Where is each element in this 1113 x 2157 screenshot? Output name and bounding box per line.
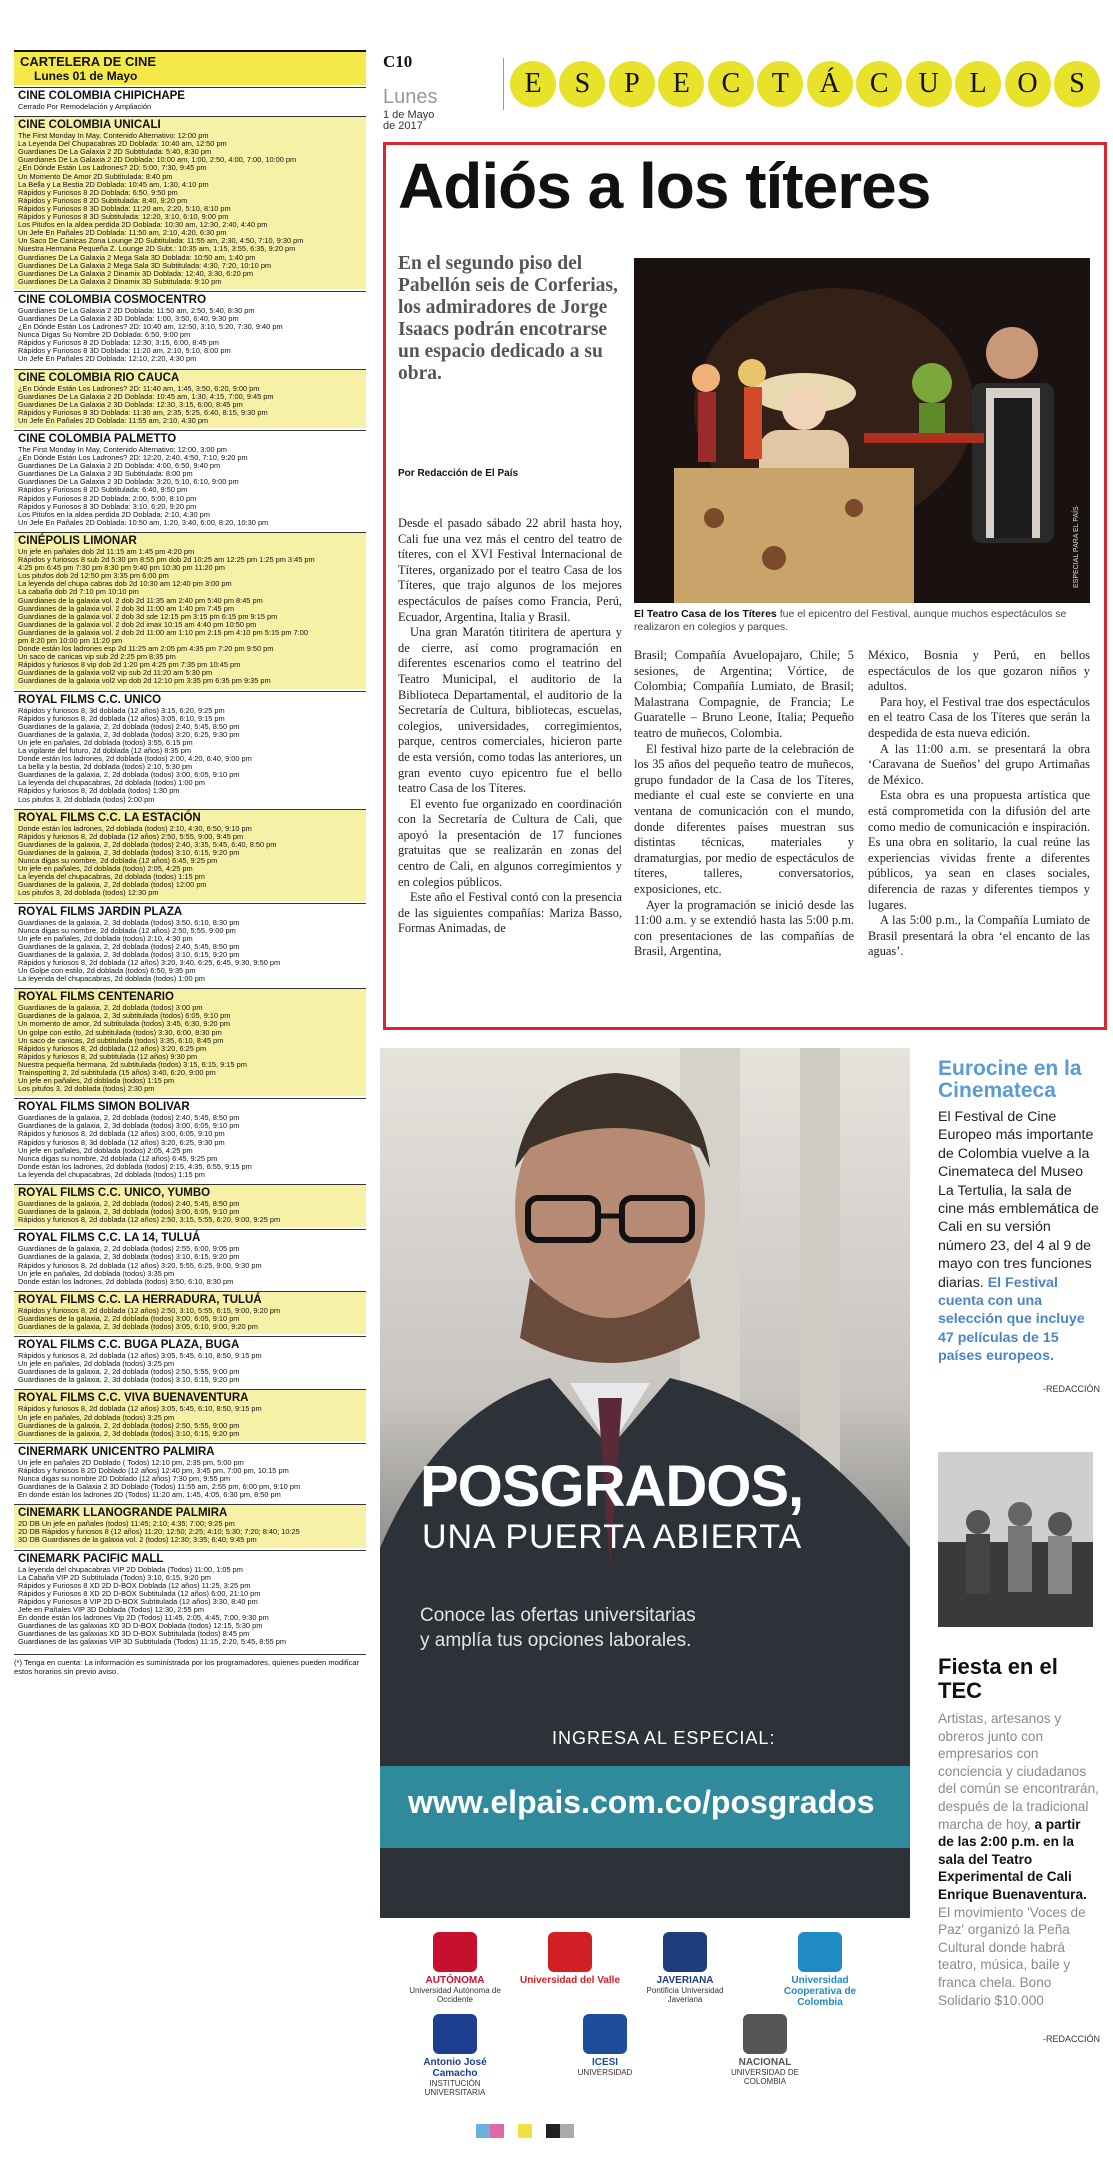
showtime-line: Guardianes de la galaxia, 2, 2d doblada (todos) 2:40, 3:35, 5:45, 6:40, 8:50 pm bbox=[18, 840, 277, 849]
showtime-line: Un Jefe En Pañales 2D Doblada: 11:55 am, 2:10, 4:30 pm bbox=[18, 416, 209, 425]
issue-date bbox=[383, 110, 434, 132]
article-deck: En el segundo piso del Pabellón seis de Corferias, los admiradores de Jorge Isaacs podrán encotrarse un espacio dedicado a su obra. bbox=[398, 253, 618, 384]
showtime-line: Los pitufos 3, 2d doblada (todos) 2:30 pm bbox=[18, 1085, 155, 1094]
showtime-line: Rápidos y Furiosos 8 XD 2D D-BOX Subtitulada (12 años) 6:00, 21:10 pm bbox=[18, 1589, 261, 1598]
eurocine-highlight: El Festival cuenta con una selección que incluye 47 películas de 15 países europeos. bbox=[938, 1274, 1085, 1365]
showtime-line: 2D DB Un jefe en pañales (todos) 11:45; 2:10; 4:35; 7:00; 9:25 pm bbox=[18, 1520, 235, 1529]
cinema-block bbox=[14, 1291, 366, 1334]
showtime-line: Guardianes De La Galaxia 2 2D Doblada: 10:00 am, 1:00, 2:50, 4:00, 7:00, 10:00 pm bbox=[18, 156, 297, 165]
showtime-line: Trainspotting 2, 2d subtitulada (15 años) 3:40, 6:20, 9:00 pm bbox=[18, 1069, 216, 1077]
ad-cta: INGRESA AL ESPECIAL: bbox=[552, 1728, 776, 1748]
showtime-line: La leyenda del chupa cabras dob 2d 10:30 am 12:40 pm 3:00 pm bbox=[18, 580, 232, 589]
showtime-line: Los pitufos dob 2d 12:50 pm 3:35 pm 6:00 pm bbox=[18, 572, 169, 581]
showtime-line: Rápidos y Furiosos 8 XD 2D D-BOX Doblada (12 años) 11:25, 3:25 pm bbox=[18, 1581, 251, 1590]
showtime-line: Un jefe en pañales, 2d doblada (todos) 2:05, 4:25 pm bbox=[18, 1146, 193, 1155]
section-letter: S bbox=[559, 61, 605, 107]
showtime-line: Guardianes de la galaxia vol. 2 dob 2d imax 10:15 am 4:40 pm 10:50 pm bbox=[18, 620, 257, 629]
section-letter: L bbox=[955, 61, 1001, 107]
fiesta-illustration bbox=[938, 1452, 1093, 1627]
showtime-line: Rápidos y furiosos 8 vip dob 2d 1:20 pm 4:25 pm 7:35 pm 10:45 pm bbox=[18, 661, 241, 670]
showtime-line: Un Jefe En Pañales 2D Doblada: 10:50 am, 1:20, 3:40, 6:00, 8:20, 10:30 pm bbox=[18, 518, 269, 527]
university-logo-mark bbox=[548, 1932, 592, 1972]
fiesta-photo bbox=[938, 1452, 1093, 1627]
section-letter: T bbox=[757, 61, 803, 107]
article-paragraph: Desde el pasado sábado 22 abril hasta hoy, Cali fue una vez más el centro del teatro de títeres, con el XVI Festival Internacional de Títeres, organizado por el teatro Casa de los Títeres, que trajo algunos de los mejores espectáculos de países como Francia, Perú, Ecuador, Argentina, Italia y Brasil. bbox=[398, 516, 622, 624]
showtime-line: En donde están los ladrones 2D (Todos) 11:20 am, 1:45, 4:05, 6:30 pm, 8:50 pm bbox=[18, 1491, 281, 1500]
cinema-block bbox=[14, 1504, 366, 1547]
showtime-line: Guardianes de la galaxia, 2, 2d doblada (todos) 2:50, 5:55, 9:00 pm bbox=[18, 1368, 240, 1377]
eurocine-body bbox=[938, 1108, 1100, 1398]
university-logo-mark bbox=[433, 2014, 477, 2054]
showtime-line: Rápidos y furiosos 8, 3d doblada (12 años) 3:15, 6:20, 9:25 pm bbox=[18, 706, 225, 715]
university-logo bbox=[550, 2014, 660, 2077]
cinema-block bbox=[14, 1389, 366, 1440]
showtime-line: Guardianes de la galaxia vol. 2 dob 3d sde 12:15 pm 3:15 pm 6:15 pm 9:15 pm bbox=[18, 612, 278, 621]
article-paragraph: El festival hizo parte de la celebración de los 35 años del pequeño teatro de muñecos, grupo fundador de la Casa de los Títeres, mediante el cual este se convierte en una ventana de comunicación con el mundo, donde diferentes países muestran sus distintas técnicas, materiales y dramaturgias, por medio de espectáculos de títeres, talleres, conversatorios, exposiciones, etc. bbox=[634, 741, 854, 896]
university-logo-name: NACIONAL bbox=[738, 2057, 792, 2068]
showtime-line: Los Pitufos en la aldea perdida 2D Doblada: 10:30 am, 12:30, 2:40, 4:40 pm bbox=[18, 221, 268, 230]
showtime-line: La leyenda del chupacabras, 2d doblada (todos) 1:15 pm bbox=[18, 1170, 205, 1179]
showtime-line: La cabaña dob 2d 7:10 pm 10:10 pm bbox=[18, 588, 139, 597]
showtime-line: En donde están los ladrones Vip 2D (Todos) 11:45, 2:05, 4:45, 7:00, 9:30 pm bbox=[18, 1614, 269, 1623]
university-logo-name: AUTÓNOMA bbox=[425, 1975, 485, 1986]
cinema-block bbox=[14, 903, 366, 987]
showtime-line: Guardianes de la galaxia vol2 vip sub 2d 11:20 am 5:30 pm bbox=[18, 669, 213, 678]
caption-bold: El Teatro Casa de los Títeres bbox=[634, 608, 777, 620]
showtime-line: Guardianes de la Galaxia 2 3D Doblado (Todos) 11:55 am, 2:55 pm, 6:00 pm, 9:10 pm bbox=[18, 1483, 301, 1492]
section-letter: E bbox=[658, 61, 704, 107]
cinema-block bbox=[14, 87, 366, 114]
showtime-line: Guardianes de las galaxias VIP 3D Subtitulada (Todos) 11:15, 2:20, 5:45, 8:55 pm bbox=[18, 1638, 287, 1647]
cartelera-note: (*) Tenga en cuenta: La información es suministrada por los programadores, quienes pueden modificar estos horarios sin previo aviso. bbox=[14, 1654, 366, 1676]
caption-rest: fue el epicentro del Festival, aunque muchos espectáculos se realizaron en colegios y parques. bbox=[634, 608, 1067, 633]
showtime-line: Guardianes de la galaxia, 2, 2d doblada (todos) 3:00, 6:05, 9:10 pm bbox=[18, 771, 240, 780]
showtime-line: The First Monday In May, Contenido Alternativo: 12:00 pm bbox=[18, 132, 209, 141]
showtime-line: La leyenda del chupacabras, 2d doblada (todos) 1:15 pm bbox=[18, 873, 205, 882]
showtime-line: ¿En Dónde Están Los Ladrones? 2D: 12:20, 2:40, 4:50, 7:10, 9:20 pm bbox=[18, 454, 248, 463]
showtime-line: Un jefe en pañales, 2d doblada (todos) 1:15 pm bbox=[18, 1077, 175, 1086]
cartelera-column bbox=[14, 50, 366, 2090]
showtime-line: Rápidos y furiosos 8, 2d doblada (12 años) 3:20, 3:40, 6:25, 6:45, 9:30, 9:50 pm bbox=[18, 958, 281, 967]
showtime-line: Nunca digas su nombre, 2d doblada (12 años) 6:45, 9:25 pm bbox=[18, 857, 218, 866]
showtime-line: Guardianes De La Galaxia 2 3D Subtitulada: 8:00 pm bbox=[18, 470, 193, 479]
university-logo-name: JAVERIANA bbox=[656, 1975, 714, 1986]
showtime-line: Rápidos y Furiosos 8 2D Subtitulada: 8:40, 9:20 pm bbox=[18, 196, 188, 205]
cinema-name: ROYAL FILMS CENTENARIO bbox=[18, 991, 174, 1004]
university-logo-mark bbox=[798, 1932, 842, 1972]
showtime-line: Guardianes de la galaxia, 2, 2d doblada (todos) 2:50, 5:55, 9:00 pm bbox=[18, 1421, 240, 1430]
fiesta-title: Fiesta en el TEC bbox=[938, 1654, 1058, 1703]
showtime-line: Un jefe en pañales, 2d doblada (todos) 2:10, 4:30 pm bbox=[18, 934, 193, 943]
showtime-line: ¿En Dónde Están Los Ladrones? 2D: 5:00, 7:30, 9:45 pm bbox=[18, 164, 207, 173]
showtime-line: Un jefe en pañales, 2d doblada (todos) 3:35 pm bbox=[18, 1269, 175, 1278]
article-column-1 bbox=[398, 516, 622, 937]
showtime-line: Rápidos y furiosos 8, 2d subtitulada (12 años) 9:30 pm bbox=[18, 1052, 198, 1061]
university-logo-name: Antonio José Camacho bbox=[423, 2057, 487, 2079]
showtime-line: Guardianes De La Galaxia 2 2D Doblada: 11:50 am, 2:50, 5:40, 8:30 pm bbox=[18, 306, 255, 315]
showtime-line: Guardianes de la galaxia, 2, 3d subtitulada (todos) 6:05, 9:10 pm bbox=[18, 1012, 231, 1021]
section-letter: S bbox=[1054, 61, 1100, 107]
university-logo-mark bbox=[433, 1932, 477, 1972]
university-logo-sub: UNIVERSIDAD bbox=[577, 2068, 633, 2077]
showtime-line: Guardianes De La Galaxia 2 Mega Sala 3D Subtitulada: 4:30, 7:20, 10:10 pm bbox=[18, 261, 272, 270]
cinema-block bbox=[14, 1550, 366, 1650]
article-paragraph: Brasil; Compañía Avuelopajaro, Chile; 5 sesiones, de Argentina; Vórtice, de Colombia; Compañía Lumiato, de Brasil; Malastrana Compagnie, de Francia; Le Guaratelle – Bruno Leone, Italia; Pequeño teatro de muñecos, Colombia. bbox=[634, 648, 854, 740]
cinema-name: ROYAL FILMS C.C. LA HERRADURA, TULUÁ bbox=[18, 1293, 262, 1306]
cinema-name: CINEMARK LLANOGRANDE PALMIRA bbox=[18, 1507, 228, 1520]
showtime-line: Rápidos y furiosos 8, 2d doblada (12 años) 2:50, 5:55, 9:00, 9:45 pm bbox=[18, 832, 244, 841]
section-letter: C bbox=[708, 61, 754, 107]
showtime-line: Nunca digas su nombre, 2d doblada (12 años) 2:50, 5:55, 9:00 pm bbox=[18, 926, 236, 935]
showtime-line: Rápidos y Furiosos 8 2D Doblada: 6:50, 9:50 pm bbox=[18, 188, 178, 197]
eurocine-text: El Festival de Cine Europeo más importante de Colombia vuelve a la Cinemateca del Museo La Tertulia, la sala de cine más emblemática de Cali en su versión número 23, del 4 al 9 de mayo con tres funciones diarias. bbox=[938, 1109, 1099, 1291]
cinema-block bbox=[14, 691, 366, 807]
showtime-line: Guardianes de la galaxia, 2, 3d doblada (todos) 3:00, 6:05, 9:10 pm bbox=[18, 1122, 240, 1131]
showtime-line: Los pitufos 3, 2d doblada (todos) 12:30 pm bbox=[18, 889, 159, 898]
university-logo-sub: Universidad Autónoma de Occidente bbox=[409, 1986, 501, 2004]
showtime-line: Rápidos y furiosos 8, 2d doblada (12 años) 2:50, 3:15, 5:55, 6:20, 9:00, 9:25 pm bbox=[18, 1216, 281, 1225]
ad-headline: POSGRADOS, bbox=[420, 1454, 804, 1519]
showtime-line: Rápidos y Furiosos 8 VIP 2D D-BOX Subtitulada (12 años) 3:30, 8:40 pm bbox=[18, 1597, 258, 1606]
showtime-line: Rápidos y Furiosos 8 3D Doblada: 11:20 am, 2:10, 5:10, 8:00 pm bbox=[18, 347, 231, 356]
article-paragraph: A las 11:00 a.m. se presentará la obra ‘Caravana de Sueños’ del grupo Artimañas de México. bbox=[868, 741, 1090, 787]
showtime-line: Nuestra pequeña hermana, 2d subtitulada (todos) 3:15, 6:15, 9:15 pm bbox=[18, 1060, 247, 1069]
showtime-line: Un Saco De Canicas Zona Lounge 2D Subtitulada: 11:55 am, 2:30, 4:50, 7:10, 9:30 pm bbox=[18, 237, 304, 246]
cinema-block bbox=[14, 532, 366, 689]
section-letter: P bbox=[609, 61, 655, 107]
issue-date-line2: de 2017 bbox=[383, 120, 423, 132]
showtime-line: Rápidos y furiosos 8, 2d doblada (12 años) 3:20, 6:25 pm bbox=[18, 1044, 207, 1053]
university-logo-name: Universidad Cooperativa de Colombia bbox=[783, 1975, 857, 2008]
cinema-block bbox=[14, 369, 366, 428]
cinema-name: CINE COLOMBIA CHIPICHAPE bbox=[18, 90, 185, 102]
showtime-line: Un Golpe con estilo, 2d doblada (todos) 6:50, 9:35 pm bbox=[18, 967, 196, 976]
showtime-line: Guardianes de la galaxia, 2, 3d doblada (todos) 3:10, 6:15, 9:20 pm bbox=[18, 950, 240, 959]
issue-day: Lunes bbox=[383, 86, 438, 108]
showtime-line: Un jefe en pañales, 2d doblada (todos) 2:05, 4:25 pm bbox=[18, 865, 193, 874]
showtime-line: Nunca digas su nombre 2D Doblado (12 años) 7:30 pm, 9:55 pm bbox=[18, 1475, 230, 1483]
showtime-line: Rápidos y furiosos 8 sub 2d 5:30 pm 8:55 pm dob 2d 10:25 am 12:25 pm 1:25 pm 3:45 pm bbox=[18, 556, 315, 565]
showtime-line: ¿En Dónde Están Los Ladrones? 2D: 10:40 am, 12:50, 3:10, 5:20, 7:30, 9:40 pm bbox=[18, 323, 283, 332]
showtime-line: Guardianes de la galaxia, 2, 3d doblada (todos) 3:10, 6:15, 9:20 pm bbox=[18, 848, 240, 857]
showtime-line: Rápidos y furiosos 8, 2d doblada (12 años) 3:05, 6:10, 9:15 pm bbox=[18, 714, 225, 723]
cinema-name: ROYAL FILMS C.C. LA 14, TULUÁ bbox=[18, 1232, 201, 1245]
cinema-block bbox=[14, 1098, 366, 1182]
showtime-line: Guardianes De La Galaxia 2 Dinamix 3D Doblada: 12:40, 3:30, 6:20 pm bbox=[18, 269, 253, 278]
showtime-line: Rápidos y furiosos 8, 3d doblada (12 años) 3:20, 6:25, 9:30 pm bbox=[18, 1138, 225, 1147]
ad-url[interactable]: www.elpais.com.co/posgrados bbox=[408, 1784, 875, 1820]
showtime-line: Un golpe con estilo, 2d subtitulada (todos) 3:30, 6:00, 8:30 pm bbox=[18, 1028, 222, 1037]
showtime-line: Guardianes De La Galaxia 2 Mega Sala 3D Doblada: 10:50 am, 1:40 pm bbox=[18, 253, 256, 262]
section-letter: U bbox=[906, 61, 952, 107]
university-logo bbox=[515, 1932, 625, 1986]
showtime-line: Rápidos y Furiosos 8 2D Doblada: 12:30, 3:15, 6:00, 8:45 pm bbox=[18, 339, 219, 348]
showtime-line: Un jefe en pañales 2D Doblado ( Todos) 12:10 pm, 2:35 pm, 5:00 pm bbox=[18, 1458, 244, 1467]
showtime-line: Cerrado Por Remodelación y Ampliación bbox=[18, 103, 152, 111]
university-logo bbox=[400, 2014, 510, 2097]
cartelera-date: Lunes 01 de Mayo bbox=[34, 69, 138, 83]
showtime-line: Rápidos y furiosos 8, 2d doblada (12 años) 2:50, 3:10, 5:55, 6:15, 9:00, 9:20 pm bbox=[18, 1306, 281, 1315]
article-paragraph: El evento fue organizado en coordinación con la Secretaría de Cultura de Cali, que apoyó la presentación de 17 funciones gratuitas que se realizarán en zonas del centro de Cali, en algunos corregimientos y en colegios públicos. bbox=[398, 796, 622, 889]
showtime-line: Rápidos y furiosos 8 2D Doblado (12 años) 12:40 pm, 3:45 pm, 7:00 pm, 10:15 pm bbox=[18, 1466, 289, 1475]
university-logo-mark bbox=[663, 1932, 707, 1972]
fiesta-text-bold: a partir de las 2:00 p.m. en la sala del Teatro Experimental de Cali Enrique Buenaventura. bbox=[938, 1816, 1087, 1902]
cinema-block bbox=[14, 1336, 366, 1387]
showtime-line: Guardianes De La Galaxia 2 2D Doblada: 10:45 am, 1:30, 4:15, 7:00, 9:45 pm bbox=[18, 392, 274, 401]
showtime-line: Guardianes de la galaxia, 2, 2d doblada (todos) 2:40, 5:45, 8:50 pm bbox=[18, 1114, 240, 1123]
showtime-line: Un saco de canicas vip sub 2d 2:25 pm 8:35 pm bbox=[18, 653, 176, 662]
showtime-line: Guardianes de la galaxia vol. 2 dob 3d 11:00 am 1:40 pm 7:45 pm bbox=[18, 604, 234, 613]
showtime-line: Los pitufos 3, 2d doblada (todos) 2:00 pm bbox=[18, 795, 155, 804]
ad-description-line2: y amplía tus opciones laborales. bbox=[420, 1630, 692, 1651]
showtime-line: Rápidos y furiosos 8, 2d doblada (12 años) 3:20, 5:55, 6:25, 9:00, 9:30 pm bbox=[18, 1261, 262, 1270]
article-column-3 bbox=[868, 648, 1090, 960]
showtime-line: 3D DB Guardianes de la galaxia vol. 2 (todos) 12:30; 3:35; 6:40; 9:45 pm bbox=[18, 1536, 257, 1545]
showtime-line: Rápidos y Furiosos 8 2D Subtitulada: 6:40, 9:50 pm bbox=[18, 486, 188, 495]
showtime-line: Guardianes de la galaxia, 2, 2d doblada (todos) 2:40, 5:45, 8:50 pm bbox=[18, 942, 240, 951]
showtime-line: Un jefe en pañales, 2d doblada (todos) 3:25 pm bbox=[18, 1413, 175, 1422]
showtime-line: Guardianes de la galaxia, 2, 3d doblada (todos) 3:20, 6:25, 9:30 pm bbox=[18, 730, 240, 739]
university-logo bbox=[710, 2014, 820, 2086]
cinema-block bbox=[14, 809, 366, 901]
showtime-line: Guardianes De La Galaxia 2 3D Doblada: 12:30, 3:15, 6:00, 8:45 pm bbox=[18, 400, 243, 409]
article-column-2 bbox=[634, 648, 854, 960]
cinema-name: CINE COLOMBIA UNICALI bbox=[18, 119, 161, 132]
showtime-line: Un Jefe En Pañales 2D Doblada: 12:10, 2:20, 4:30 pm bbox=[18, 355, 197, 364]
article-headline: Adiós a los títeres bbox=[398, 150, 931, 222]
section-letter: Á bbox=[807, 61, 853, 107]
article-paragraph: Este año el Festival contó con la presencia de las siguientes compañías: Mariza Basso, Formas Animadas, de bbox=[398, 890, 622, 936]
showtime-line: Guardianes de la galaxia, 2, 3d doblada (todos) 3:10, 6:15, 9:20 pm bbox=[18, 1253, 240, 1262]
showtime-line: Un momento de amor, 2d subtitulada (todos) 3:45, 6:30, 9:20 pm bbox=[18, 1020, 230, 1029]
cinema-name: CINÉPOLIS LIMONAR bbox=[18, 534, 137, 547]
university-logo-name: ICESI bbox=[591, 2057, 619, 2068]
showtime-line: Donde están los ladrones, 2d doblada (todos) 3:50, 6:10, 8:30 pm bbox=[18, 1277, 234, 1286]
cinema-name: ROYAL FILMS SIMON BOLIVAR bbox=[18, 1101, 190, 1114]
page-number: C10 bbox=[383, 52, 413, 71]
showtime-line: Guardianes de la galaxia, 2, 3d doblada (todos) 3:50, 6:10, 8:30 pm bbox=[18, 918, 240, 927]
cinema-block bbox=[14, 988, 366, 1096]
showtime-line: Guardianes de la galaxia, 2, 2d doblada (todos) 3:00, 6:05, 9:10 pm bbox=[18, 1314, 240, 1323]
issue-date-line1: 1 de Mayo bbox=[383, 109, 435, 121]
showtime-line: Nunca digas su nombre, 2d doblada (12 años) 6:45, 9:25 pm bbox=[18, 1154, 218, 1163]
cinema-block bbox=[14, 1229, 366, 1288]
showtime-line: Donde están los ladrones, 2d doblada (todos) 2:15, 4:35, 6:55, 9:15 pm bbox=[18, 1162, 252, 1171]
article-paragraph: México, Bosnia y Perú, en bellos espectáculos de los que gozaron niños y adultos. bbox=[868, 648, 1090, 694]
showtime-line: Guardianes De La Galaxia 2 2D Doblada: 4:00, 6:50, 9:40 pm bbox=[18, 462, 221, 471]
showtime-line: Guardianes de la galaxia, 2, 2d doblada (todos) 2:40, 5:45, 8:50 pm bbox=[18, 722, 240, 731]
showtime-line: Jefe en Pañales VIP 3D Doblada (Todos) 12:30, 2:55 pm bbox=[18, 1606, 204, 1615]
university-logo-sub: UNIVERSIDAD DE COLOMBIA bbox=[730, 2068, 799, 2086]
showtime-line: Un Jefe En Pañales 2D Doblada: 11:50 am, 2:10, 4:20, 6:30 pm bbox=[18, 229, 227, 238]
showtime-line: La Bella y La Bestia 2D Doblada: 10:45 am, 1:30, 4:10 pm bbox=[18, 180, 209, 189]
cinema-block bbox=[14, 430, 366, 530]
showtime-line: Los Pitufos en la aldea perdida 2D Doblada: 2:10, 4:30 pm bbox=[18, 510, 210, 519]
ad-description bbox=[420, 1603, 696, 1653]
fiesta-body bbox=[938, 1710, 1100, 2049]
showtime-line: Guardianes de la galaxia, 2, 3d doblada (todos) 3:10, 6:15, 9:20 pm bbox=[18, 1376, 240, 1385]
showtime-line: Guardianes de la galaxia, 2, 2d doblada (todos) 2:40, 5:45, 8:50 pm bbox=[18, 1200, 240, 1209]
university-logo-sub: Pontificia Universidad Javeriana bbox=[646, 1986, 724, 2004]
cinema-name: ROYAL FILMS JARDIN PLAZA bbox=[18, 905, 183, 918]
showtime-line: Guardianes de la galaxia vol2 vip dob 2d 12:10 pm 3:35 pm 6:35 pm 9:35 pm bbox=[18, 677, 271, 686]
puppet-show-illustration bbox=[634, 258, 1090, 603]
showtime-line: Guardianes de la galaxia, 2, 3d doblada (todos) 3:00, 6:05, 9:10 pm bbox=[18, 1208, 240, 1217]
photo-caption bbox=[634, 608, 1090, 634]
university-logo bbox=[765, 1932, 875, 2008]
showtime-line: Guardianes de la galaxia, 2, 2d doblada (todos) 3:00 pm bbox=[18, 1004, 203, 1013]
showtime-line: Guardianes de la galaxia vol. 2 dob 2d 11:00 am 1:10 pm 2:15 pm 4:10 pm 5:15 pm 7:00 bbox=[18, 628, 308, 637]
cinema-name: CINEMARK PACIFIC MALL bbox=[18, 1552, 164, 1565]
cinema-name: CINE COLOMBIA COSMOCENTRO bbox=[18, 293, 207, 306]
cinema-block bbox=[14, 1184, 366, 1227]
showtime-line: Guardianes de la galaxia, 2, 3d doblada (todos) 3:10, 6:15, 9:20 pm bbox=[18, 1429, 240, 1438]
showtime-line: La Leyenda Del Chupacabras 2D Doblada: 10:40 am, 12:50 pm bbox=[18, 140, 227, 149]
showtime-line: ¿En Dónde Están Los Ladrones? 2D: 11:40 am, 1:45, 3:50, 6:20, 9:00 pm bbox=[18, 384, 260, 393]
showtime-line: Rápidos y Furiosos 8 2D Doblada: 2:00, 5:00, 8:10 pm bbox=[18, 494, 197, 503]
showtime-line: Guardianes de la galaxia, 2, 2d doblada (todos) 12:00 pm bbox=[18, 881, 207, 890]
showtime-line: 4:25 pm 6:45 pm 7:30 pm 8:30 pm 9:40 pm 10:30 pm 11:20 pm bbox=[18, 564, 225, 573]
showtime-line: Un jefe en pañales, 2d doblada (todos) 3:25 pm bbox=[18, 1360, 175, 1369]
showtime-line: Donde están los ladrones esp 2d 11:25 am 2:05 pm 4:35 pm 7:20 pm 9:50 pm bbox=[18, 645, 274, 654]
showtime-line: Rápidos y furiosos 8, 2d doblada (12 años) 3:00, 6:05, 9:10 pm bbox=[18, 1130, 225, 1139]
showtime-line: Donde están los ladrones, 2d doblada (todos) 2:00, 4:20, 6:40, 9:00 pm bbox=[18, 755, 252, 764]
showtime-line: Guardianes De La Galaxia 2 3D Doblada: 1:00, 3:50, 6:40, 9:30 pm bbox=[18, 314, 239, 323]
eurocine-title: Eurocine en la Cinemateca bbox=[938, 1057, 1082, 1102]
cinema-block bbox=[14, 116, 366, 289]
print-color-bar bbox=[476, 2124, 574, 2138]
showtime-line: Un jefe en pañales dob 2d 11:15 am 1:45 pm 4:20 pm bbox=[18, 547, 195, 556]
showtime-line: The First Monday In May, Contenido Alternativo: 12:00, 3:00 pm bbox=[18, 446, 227, 454]
university-logo-name: Universidad del Valle bbox=[519, 1975, 621, 1986]
university-logo-mark bbox=[743, 2014, 787, 2054]
fiesta-signature: -REDACCIÓN bbox=[1042, 2034, 1100, 2045]
cinema-block bbox=[14, 1443, 366, 1502]
article-paragraph: Una gran Maratón titiritera de apertura y de cierre, así como programación en diferentes escenarios como el teatrino del Teatro Municipal, el auditorio de la Biblioteca Departamental, el auditorio de la Secretaría de Cultura, bibliotecas, escuelas, colegios, universidades, corregimientos, parque, centros comerciales, hicieron parte de esta versión, como todas las anteriores, un gran evento cuyo epicentro fue el bello teatro Casa de los Títeres. bbox=[398, 625, 622, 796]
showtime-line: Guardianes de las galaxias XD 3D D-BOX Doblada (todos) 12:15, 5:30 pm bbox=[18, 1622, 263, 1631]
section-letter: C bbox=[856, 61, 902, 107]
showtime-line: La leyenda del chupacabras VIP 2D Doblada (Todos) 11:00, 1:05 pm bbox=[18, 1565, 243, 1574]
cinema-list bbox=[14, 87, 366, 1650]
showtime-line: Rápidos y furiosos 8, 2d doblada (12 años) 3:05, 5:45, 6:10, 8:50, 9:15 pm bbox=[18, 1352, 262, 1361]
section-letter: O bbox=[1005, 61, 1051, 107]
university-logos bbox=[380, 1922, 910, 2097]
showtime-line: Rápidos y Furiosos 8 3D Doblada: 3:10, 6:20, 9:20 pm bbox=[18, 502, 197, 511]
posgrados-ad bbox=[380, 1048, 910, 1918]
showtime-line: pm 8:20 pm 10:00 pm 11:20 pm bbox=[18, 636, 123, 645]
puppet-show-photo bbox=[634, 258, 1090, 603]
showtime-line: La Cabaña VIP 2D Subtitulada (Todos) 3:10, 6:15, 9:20 pm bbox=[18, 1573, 211, 1582]
showtime-line: La vigilante del futuro, 2d doblada (12 años) 8:35 pm bbox=[18, 747, 191, 755]
showtime-line: Guardianes De La Galaxia 2 Dinamix 3D Subtitulada: 9:10 pm bbox=[18, 277, 222, 286]
showtime-line: Guardianes de la galaxia, 2, 2d doblada (todos) 2:55, 6:00, 9:05 pm bbox=[18, 1245, 240, 1254]
cinema-name: ROYAL FILMS C.C. UNICO, YUMBO bbox=[18, 1187, 211, 1200]
ad-subheadline: UNA PUERTA ABIERTA bbox=[422, 1518, 803, 1556]
cartelera-title: CARTELERA DE CINE bbox=[20, 54, 157, 69]
showtime-line: La leyenda del chupacabras, 2d doblada (todos) 1:00 pm bbox=[18, 779, 205, 788]
showtime-line: Guardianes de la galaxia, 2, 3d doblada (todos) 3:05, 6:10, 9:00, 9:20 pm bbox=[18, 1322, 258, 1331]
section-banner bbox=[503, 58, 1100, 110]
article-paragraph: A las 5:00 p.m., la Compañía Lumiato de Brasil presentará la obra ‘el encanto de las aguas’. bbox=[868, 913, 1090, 959]
showtime-line: Un saco de canicas, 2d subtitulada (todos) 3:35, 6:10, 8:45 pm bbox=[18, 1036, 224, 1045]
university-logo-mark bbox=[583, 2014, 627, 2054]
showtime-line: Rápidos y Furiosos 8 3D Doblada: 11:30 am, 2:35, 5:25, 6:40, 8:15, 9:30 pm bbox=[18, 408, 268, 417]
showtime-line: Nuestra Hermana Pequeña Z. Lounge 2D Subt.: 10:35 am, 1:15, 3:55, 6:35, 9:20 pm bbox=[18, 245, 296, 254]
fiesta-text-1: Artistas, artesanos y obreros junto con empresarios con conciencia y ciudadanos del común se encontrarán, después de la tradicional marcha de hoy, bbox=[938, 1711, 1099, 1832]
showtime-line: La leyenda del chupacabras, 2d doblada (todos) 1:00 pm bbox=[18, 975, 205, 984]
eurocine-signature: -REDACCIÓN bbox=[1042, 1383, 1100, 1394]
ad-url-band bbox=[380, 1766, 910, 1848]
ad-description-line1: Conoce las ofertas universitarias bbox=[420, 1605, 696, 1626]
cinema-name: CINE COLOMBIA PALMETTO bbox=[18, 433, 177, 445]
cinema-name: ROYAL FILMS C.C. VIVA BUENAVENTURA bbox=[18, 1392, 249, 1405]
showtime-line: Guardianes de la galaxia vol. 2 dob 2d 11:35 am 2:40 pm 5:40 pm 8:45 pm bbox=[18, 596, 263, 605]
showtime-line: Rápidos y Furiosos 8 3D Doblada: 11:20 am, 2:20, 5:10, 8:10 pm bbox=[18, 204, 231, 213]
article-paragraph: Esta obra es una propuesta artística que está comprometida con la difusión del arte como medio de comunicación e inspiración. Es una obra en solitario, la cual reúne las experiencias vividas frente a diferentes públicos, ya sean en clases sociales, diferencia de razas y diferentes tiempos y lugares. bbox=[868, 788, 1090, 912]
cinema-name: CINERMARK UNICENTRO PALMIRA bbox=[18, 1445, 215, 1458]
fiesta-text-2: El movimiento 'Voces de Paz' organizó la Peña Cultural donde habrá teatro, música, baile y franca chela. Bono Solidario $10.000 bbox=[938, 1904, 1086, 2008]
showtime-line: Guardianes de las galaxias XD 3D D-BOX Subtitulada (todos) 8:45 pm bbox=[18, 1630, 250, 1639]
cinema-name: ROYAL FILMS C.C. LA ESTACIÓN bbox=[18, 811, 201, 824]
showtime-line: Rápidos y furiosos 8, 2d doblada (12 años) 3:05, 5:45, 6:10, 8:50, 9:15 pm bbox=[18, 1405, 262, 1414]
showtime-line: Nunca Digas Su Nombre 2D Doblada: 6:50, 9:00 pm bbox=[18, 331, 191, 340]
cartelera-header bbox=[14, 50, 366, 85]
showtime-line: Rápidos y furiosos 8, 2d doblada (todos) 1:30 pm bbox=[18, 787, 180, 796]
cinema-block bbox=[14, 291, 366, 367]
showtime-line: La bella y la bestia, 2d doblada (todos) 2:10, 5:30 pm bbox=[18, 763, 193, 772]
showtime-line: Guardianes De La Galaxia 2 3D Doblada: 3:20, 5:10, 6:10, 9:00 pm bbox=[18, 478, 239, 487]
showtime-line: Donde están los ladrones, 2d doblada (todos) 2:10, 4:30, 6:50, 9:10 pm bbox=[18, 824, 252, 833]
section-letter: E bbox=[510, 61, 556, 107]
showtime-line: Guardianes De La Galaxia 2 2D Subtitulada: 5:40, 8:30 pm bbox=[18, 148, 212, 157]
cinema-name: CINE COLOMBIA RIO CAUCA bbox=[18, 371, 180, 384]
cinema-name: ROYAL FILMS C.C. UNICO bbox=[18, 693, 162, 706]
article-paragraph: Ayer la programación se inició desde las 11:00 a.m. y se extendió hasta las 5:00 p.m. con presentaciones de las compañías de Brasil, Argentina, bbox=[634, 897, 854, 959]
cinema-name: ROYAL FILMS C.C. BUGA PLAZA, BUGA bbox=[18, 1339, 240, 1352]
showtime-line: Un Momento De Amor 2D Subtitulada: 8:40 pm bbox=[18, 172, 173, 181]
article-byline: Por Redacción de El País bbox=[398, 468, 519, 479]
university-logo-sub: INSTITUCIÓN UNIVERSITARIA bbox=[424, 2079, 486, 2097]
showtime-line: Rápidos y Furiosos 8 3D Subtitulada: 12:20, 3:10, 6:10, 9:00 pm bbox=[18, 213, 229, 222]
photo-credit: ESPECIAL PARA EL PAÍS bbox=[1073, 506, 1080, 588]
university-logo bbox=[630, 1932, 740, 2004]
showtime-line: Un jefe en pañales, 2d doblada (todos) 3:55, 6:15 pm bbox=[18, 738, 193, 747]
showtime-line: 2D DB Rápidos y furiosos 8 (12 años) 11:20; 12:50; 2:25; 4:10; 5:30; 7:20; 8:40; 10:25 bbox=[18, 1528, 300, 1537]
university-logo bbox=[400, 1932, 510, 2004]
article-paragraph: Para hoy, el Festival trae dos espectáculos en el teatro Casa de los Títeres que serán la despedida de esta nueva edición. bbox=[868, 694, 1090, 740]
